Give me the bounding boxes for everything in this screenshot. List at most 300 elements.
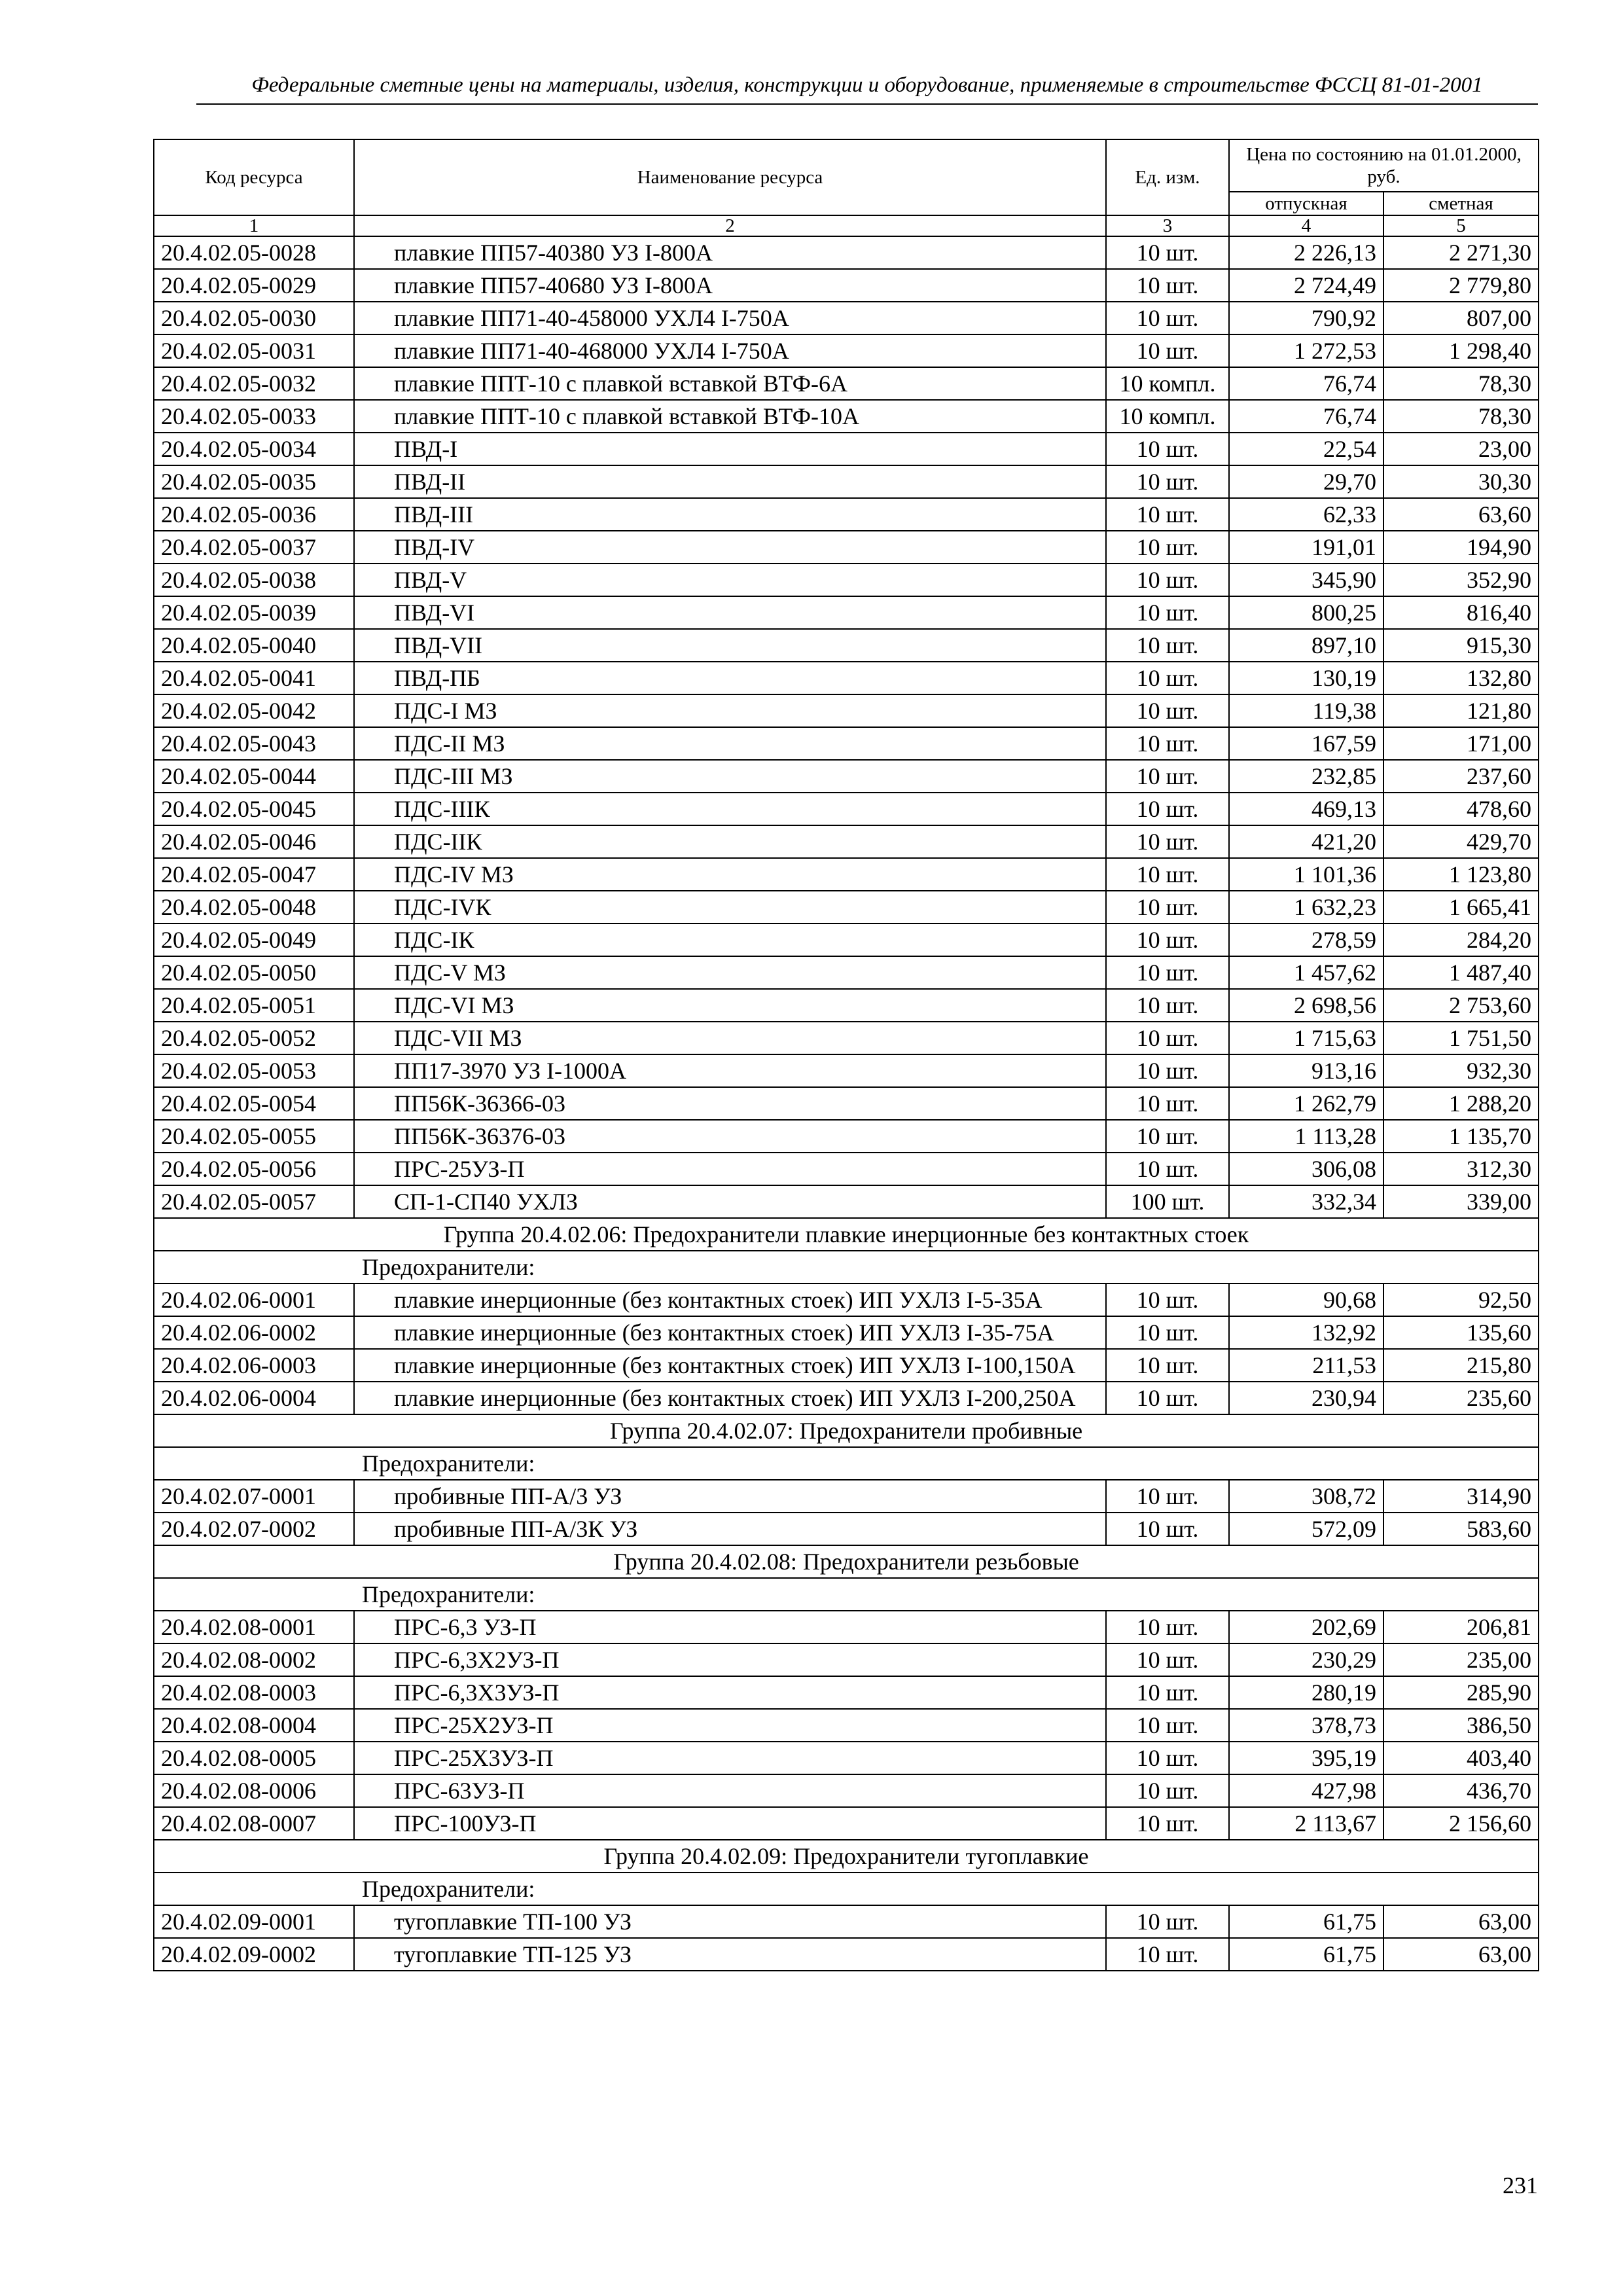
resource-name-cell: ПВД-I	[354, 433, 1106, 465]
resource-code-cell: 20.4.02.05-0050	[154, 956, 354, 989]
table-row	[154, 367, 1539, 400]
table-row	[154, 760, 1539, 793]
estimate-price-cell: 339,00	[1383, 1185, 1539, 1218]
unit-cell: 10 шт.	[1106, 465, 1229, 498]
unit-cell: 10 шт.	[1106, 924, 1229, 956]
resource-code-cell: 20.4.02.05-0053	[154, 1054, 354, 1087]
release-price-cell: 211,53	[1229, 1349, 1383, 1382]
table-row	[154, 1643, 1539, 1676]
unit-cell: 10 шт.	[1106, 1316, 1229, 1349]
unit-cell: 10 шт.	[1106, 1938, 1229, 1971]
table-row	[154, 1611, 1539, 1643]
unit-cell: 10 шт.	[1106, 956, 1229, 989]
table-body	[154, 236, 1539, 1971]
release-price-cell: 345,90	[1229, 564, 1383, 596]
resource-code-cell: 20.4.02.05-0051	[154, 989, 354, 1022]
table-row	[154, 662, 1539, 694]
estimate-price-cell: 78,30	[1383, 367, 1539, 400]
release-price-cell: 22,54	[1229, 433, 1383, 465]
resource-code-cell: 20.4.02.05-0035	[154, 465, 354, 498]
resource-code-cell: 20.4.02.08-0002	[154, 1643, 354, 1676]
group-heading-row	[154, 1218, 1539, 1251]
resource-code-cell: 20.4.02.05-0047	[154, 858, 354, 891]
estimate-price-cell: 429,70	[1383, 825, 1539, 858]
estimate-price-cell: 1 751,50	[1383, 1022, 1539, 1054]
unit-cell: 10 шт.	[1106, 334, 1229, 367]
table-row	[154, 596, 1539, 629]
estimate-price-cell: 1 288,20	[1383, 1087, 1539, 1120]
resource-code-cell: 20.4.02.08-0004	[154, 1709, 354, 1742]
estimate-price-cell: 132,80	[1383, 662, 1539, 694]
table-row	[154, 858, 1539, 891]
release-price-cell: 76,74	[1229, 367, 1383, 400]
table-row	[154, 302, 1539, 334]
release-price-cell: 278,59	[1229, 924, 1383, 956]
group-heading-row	[154, 1545, 1539, 1578]
resource-name-cell: ПВД-II	[354, 465, 1106, 498]
release-price-cell: 61,75	[1229, 1938, 1383, 1971]
resource-name-cell: ПДС-IIIК	[354, 793, 1106, 825]
table-row	[154, 1283, 1539, 1316]
resource-name-cell: ПВД-IV	[354, 531, 1106, 564]
release-price-cell: 306,08	[1229, 1153, 1383, 1185]
resource-name-cell: ПРС-25УЗ-П	[354, 1153, 1106, 1185]
table-row	[154, 1054, 1539, 1087]
release-price-cell: 1 457,62	[1229, 956, 1383, 989]
resource-code-cell: 20.4.02.05-0037	[154, 531, 354, 564]
release-price-cell: 29,70	[1229, 465, 1383, 498]
col-header-unit: Ед. изм.	[1106, 139, 1229, 215]
estimate-price-cell: 206,81	[1383, 1611, 1539, 1643]
table-row	[154, 1709, 1539, 1742]
table-row	[154, 1676, 1539, 1709]
group-heading: Группа 20.4.02.09: Предохранители тугоплавкие	[154, 1840, 1539, 1873]
estimate-price-cell: 1 298,40	[1383, 334, 1539, 367]
unit-cell: 10 шт.	[1106, 858, 1229, 891]
release-price-cell: 202,69	[1229, 1611, 1383, 1643]
col-header-estimate: сметная	[1383, 192, 1539, 215]
estimate-price-cell: 312,30	[1383, 1153, 1539, 1185]
release-price-cell: 230,29	[1229, 1643, 1383, 1676]
resource-name-cell: плавкие ППТ-10 с плавкой вставкой ВТФ-10А	[354, 400, 1106, 433]
unit-cell: 10 шт.	[1106, 1153, 1229, 1185]
group-heading-row	[154, 1840, 1539, 1873]
table-row	[154, 1905, 1539, 1938]
resource-code-cell: 20.4.02.05-0054	[154, 1087, 354, 1120]
resource-code-cell: 20.4.02.05-0044	[154, 760, 354, 793]
table-row	[154, 793, 1539, 825]
col-number: 3	[1106, 215, 1229, 236]
subheader-row	[154, 1873, 1539, 1905]
release-price-cell: 76,74	[1229, 400, 1383, 433]
col-number: 4	[1229, 215, 1383, 236]
release-price-cell: 572,09	[1229, 1513, 1383, 1545]
resource-code-cell: 20.4.02.05-0039	[154, 596, 354, 629]
release-price-cell: 1 632,23	[1229, 891, 1383, 924]
table-row	[154, 1807, 1539, 1840]
resource-code-cell: 20.4.02.05-0045	[154, 793, 354, 825]
estimate-price-cell: 171,00	[1383, 727, 1539, 760]
release-price-cell: 1 101,36	[1229, 858, 1383, 891]
estimate-price-cell: 807,00	[1383, 302, 1539, 334]
subheader-label: Предохранители:	[354, 1873, 1539, 1905]
resource-code-cell: 20.4.02.05-0057	[154, 1185, 354, 1218]
empty-cell	[154, 1873, 354, 1905]
estimate-price-cell: 2 156,60	[1383, 1807, 1539, 1840]
unit-cell: 100 шт.	[1106, 1185, 1229, 1218]
resource-name-cell: пробивные ПП-А/3 УЗ	[354, 1480, 1106, 1513]
resource-name-cell: ПВД-VII	[354, 629, 1106, 662]
unit-cell: 10 шт.	[1106, 1905, 1229, 1938]
table-row	[154, 1938, 1539, 1971]
resource-name-cell: СП-1-СП40 УХЛЗ	[354, 1185, 1106, 1218]
estimate-price-cell: 63,00	[1383, 1938, 1539, 1971]
estimate-price-cell: 478,60	[1383, 793, 1539, 825]
resource-code-cell: 20.4.02.08-0007	[154, 1807, 354, 1840]
resource-code-cell: 20.4.02.05-0056	[154, 1153, 354, 1185]
col-header-code: Код ресурса	[154, 139, 354, 215]
unit-cell: 10 шт.	[1106, 1480, 1229, 1513]
release-price-cell: 90,68	[1229, 1283, 1383, 1316]
table-row	[154, 400, 1539, 433]
estimate-price-cell: 194,90	[1383, 531, 1539, 564]
table-row	[154, 1349, 1539, 1382]
resource-code-cell: 20.4.02.05-0036	[154, 498, 354, 531]
resource-name-cell: плавкие ПП57-40380 УЗ I-800А	[354, 236, 1106, 269]
unit-cell: 10 шт.	[1106, 662, 1229, 694]
resource-code-cell: 20.4.02.09-0001	[154, 1905, 354, 1938]
table-row	[154, 1774, 1539, 1807]
empty-cell	[154, 1578, 354, 1611]
subheader-row	[154, 1447, 1539, 1480]
unit-cell: 10 шт.	[1106, 1807, 1229, 1840]
estimate-price-cell: 63,60	[1383, 498, 1539, 531]
table-row	[154, 1513, 1539, 1545]
resource-name-cell: плавкие ПП71-40-458000 УХЛ4 I-750А	[354, 302, 1106, 334]
resource-code-cell: 20.4.02.05-0033	[154, 400, 354, 433]
release-price-cell: 332,34	[1229, 1185, 1383, 1218]
resource-name-cell: плавкие инерционные (без контактных стоек) ИП УХЛЗ I-200,250А	[354, 1382, 1106, 1414]
release-price-cell: 897,10	[1229, 629, 1383, 662]
unit-cell: 10 шт.	[1106, 1283, 1229, 1316]
table-row	[154, 531, 1539, 564]
estimate-price-cell: 284,20	[1383, 924, 1539, 956]
resource-code-cell: 20.4.02.05-0034	[154, 433, 354, 465]
unit-cell: 10 шт.	[1106, 1611, 1229, 1643]
empty-cell	[154, 1447, 354, 1480]
release-price-cell: 308,72	[1229, 1480, 1383, 1513]
table-row	[154, 1022, 1539, 1054]
resource-name-cell: ПДС-IК	[354, 924, 1106, 956]
resource-name-cell: ПРС-6,3 УЗ-П	[354, 1611, 1106, 1643]
resource-code-cell: 20.4.02.08-0005	[154, 1742, 354, 1774]
table-row	[154, 564, 1539, 596]
estimate-price-cell: 2 779,80	[1383, 269, 1539, 302]
estimate-price-cell: 386,50	[1383, 1709, 1539, 1742]
estimate-price-cell: 235,60	[1383, 1382, 1539, 1414]
resource-code-cell: 20.4.02.05-0038	[154, 564, 354, 596]
resource-code-cell: 20.4.02.08-0006	[154, 1774, 354, 1807]
group-heading-row	[154, 1414, 1539, 1447]
subheader-row	[154, 1251, 1539, 1283]
release-price-cell: 280,19	[1229, 1676, 1383, 1709]
col-number: 2	[354, 215, 1106, 236]
group-heading: Группа 20.4.02.07: Предохранители пробивные	[154, 1414, 1539, 1447]
release-price-cell: 230,94	[1229, 1382, 1383, 1414]
release-price-cell: 2 724,49	[1229, 269, 1383, 302]
resource-name-cell: ПДС-IVК	[354, 891, 1106, 924]
resource-name-cell: ПДС-VI МЗ	[354, 989, 1106, 1022]
resource-name-cell: плавкие инерционные (без контактных стоек) ИП УХЛЗ I-5-35А	[354, 1283, 1106, 1316]
col-header-price-group: Цена по состоянию на 01.01.2000, руб.	[1229, 139, 1539, 192]
resource-code-cell: 20.4.02.08-0001	[154, 1611, 354, 1643]
release-price-cell: 469,13	[1229, 793, 1383, 825]
release-price-cell: 130,19	[1229, 662, 1383, 694]
release-price-cell: 1 272,53	[1229, 334, 1383, 367]
resource-name-cell: пробивные ПП-А/3К УЗ	[354, 1513, 1106, 1545]
resource-code-cell: 20.4.02.07-0002	[154, 1513, 354, 1545]
resource-name-cell: ПРС-6,3Х2УЗ-П	[354, 1643, 1106, 1676]
estimate-price-cell: 30,30	[1383, 465, 1539, 498]
resource-code-cell: 20.4.02.05-0041	[154, 662, 354, 694]
table-row	[154, 1185, 1539, 1218]
table-row	[154, 924, 1539, 956]
unit-cell: 10 компл.	[1106, 400, 1229, 433]
resource-code-cell: 20.4.02.05-0029	[154, 269, 354, 302]
unit-cell: 10 шт.	[1106, 1513, 1229, 1545]
release-price-cell: 191,01	[1229, 531, 1383, 564]
resource-code-cell: 20.4.02.06-0003	[154, 1349, 354, 1382]
unit-cell: 10 шт.	[1106, 694, 1229, 727]
page-number: 231	[1503, 2172, 1538, 2198]
unit-cell: 10 шт.	[1106, 1382, 1229, 1414]
release-price-cell: 421,20	[1229, 825, 1383, 858]
unit-cell: 10 шт.	[1106, 793, 1229, 825]
unit-cell: 10 шт.	[1106, 1054, 1229, 1087]
estimate-price-cell: 915,30	[1383, 629, 1539, 662]
estimate-price-cell: 235,00	[1383, 1643, 1539, 1676]
resource-name-cell: ПДС-IIК	[354, 825, 1106, 858]
resource-code-cell: 20.4.02.05-0032	[154, 367, 354, 400]
unit-cell: 10 шт.	[1106, 1087, 1229, 1120]
resource-code-cell: 20.4.02.06-0002	[154, 1316, 354, 1349]
resource-name-cell: ПРС-6,3Х3УЗ-П	[354, 1676, 1106, 1709]
estimate-price-cell: 1 123,80	[1383, 858, 1539, 891]
release-price-cell: 1 113,28	[1229, 1120, 1383, 1153]
unit-cell: 10 шт.	[1106, 891, 1229, 924]
table-row	[154, 1742, 1539, 1774]
estimate-price-cell: 215,80	[1383, 1349, 1539, 1382]
release-price-cell: 1 262,79	[1229, 1087, 1383, 1120]
resource-code-cell: 20.4.02.06-0001	[154, 1283, 354, 1316]
release-price-cell: 61,75	[1229, 1905, 1383, 1938]
group-heading: Группа 20.4.02.06: Предохранители плавкие инерционные без контактных стоек	[154, 1218, 1539, 1251]
table-row	[154, 1382, 1539, 1414]
release-price-cell: 2 113,67	[1229, 1807, 1383, 1840]
table-row	[154, 727, 1539, 760]
estimate-price-cell: 135,60	[1383, 1316, 1539, 1349]
release-price-cell: 913,16	[1229, 1054, 1383, 1087]
estimate-price-cell: 2 271,30	[1383, 236, 1539, 269]
resource-name-cell: ПВД-VI	[354, 596, 1106, 629]
resource-code-cell: 20.4.02.05-0055	[154, 1120, 354, 1153]
resource-code-cell: 20.4.02.05-0042	[154, 694, 354, 727]
header-rule	[196, 103, 1538, 105]
resource-name-cell: плавкие ПП71-40-468000 УХЛ4 I-750А	[354, 334, 1106, 367]
resource-name-cell: ПДС-III МЗ	[354, 760, 1106, 793]
estimate-price-cell: 1 487,40	[1383, 956, 1539, 989]
table-row	[154, 498, 1539, 531]
table-row	[154, 269, 1539, 302]
estimate-price-cell: 23,00	[1383, 433, 1539, 465]
estimate-price-cell: 403,40	[1383, 1742, 1539, 1774]
release-price-cell: 2 226,13	[1229, 236, 1383, 269]
resource-name-cell: ПВД-V	[354, 564, 1106, 596]
release-price-cell: 800,25	[1229, 596, 1383, 629]
resource-code-cell: 20.4.02.05-0028	[154, 236, 354, 269]
release-price-cell: 427,98	[1229, 1774, 1383, 1807]
col-number: 1	[154, 215, 354, 236]
table-row	[154, 989, 1539, 1022]
table-row	[154, 1120, 1539, 1153]
empty-cell	[154, 1251, 354, 1283]
unit-cell: 10 шт.	[1106, 498, 1229, 531]
unit-cell: 10 шт.	[1106, 1742, 1229, 1774]
estimate-price-cell: 816,40	[1383, 596, 1539, 629]
subheader-label: Предохранители:	[354, 1447, 1539, 1480]
resource-name-cell: ПВД-ПБ	[354, 662, 1106, 694]
unit-cell: 10 шт.	[1106, 302, 1229, 334]
unit-cell: 10 шт.	[1106, 825, 1229, 858]
resource-name-cell: ПДС-II МЗ	[354, 727, 1106, 760]
resource-code-cell: 20.4.02.05-0040	[154, 629, 354, 662]
estimate-price-cell: 237,60	[1383, 760, 1539, 793]
unit-cell: 10 шт.	[1106, 564, 1229, 596]
unit-cell: 10 шт.	[1106, 760, 1229, 793]
release-price-cell: 62,33	[1229, 498, 1383, 531]
estimate-price-cell: 92,50	[1383, 1283, 1539, 1316]
group-heading: Группа 20.4.02.08: Предохранители резьбовые	[154, 1545, 1539, 1578]
release-price-cell: 132,92	[1229, 1316, 1383, 1349]
table-row	[154, 1316, 1539, 1349]
unit-cell: 10 шт.	[1106, 629, 1229, 662]
estimate-price-cell: 436,70	[1383, 1774, 1539, 1807]
unit-cell: 10 шт.	[1106, 269, 1229, 302]
price-table	[153, 139, 1539, 1971]
estimate-price-cell: 1 665,41	[1383, 891, 1539, 924]
table-row	[154, 236, 1539, 269]
table-row	[154, 891, 1539, 924]
resource-code-cell: 20.4.02.05-0031	[154, 334, 354, 367]
table-row	[154, 956, 1539, 989]
table-row	[154, 465, 1539, 498]
unit-cell: 10 шт.	[1106, 1676, 1229, 1709]
resource-name-cell: ПДС-IV МЗ	[354, 858, 1106, 891]
estimate-price-cell: 932,30	[1383, 1054, 1539, 1087]
resource-code-cell: 20.4.02.08-0003	[154, 1676, 354, 1709]
unit-cell: 10 шт.	[1106, 1349, 1229, 1382]
estimate-price-cell: 121,80	[1383, 694, 1539, 727]
resource-code-cell: 20.4.02.05-0046	[154, 825, 354, 858]
resource-name-cell: ПДС-V МЗ	[354, 956, 1106, 989]
unit-cell: 10 шт.	[1106, 236, 1229, 269]
unit-cell: 10 шт.	[1106, 433, 1229, 465]
resource-code-cell: 20.4.02.05-0049	[154, 924, 354, 956]
unit-cell: 10 шт.	[1106, 989, 1229, 1022]
subheader-row	[154, 1578, 1539, 1611]
table-row	[154, 1480, 1539, 1513]
unit-cell: 10 шт.	[1106, 1022, 1229, 1054]
resource-name-cell: плавкие ПП57-40680 УЗ I-800А	[354, 269, 1106, 302]
table-row	[154, 629, 1539, 662]
col-header-release: отпускная	[1229, 192, 1383, 215]
table-row	[154, 334, 1539, 367]
subheader-label: Предохранители:	[354, 1251, 1539, 1283]
estimate-price-cell: 583,60	[1383, 1513, 1539, 1545]
unit-cell: 10 шт.	[1106, 1774, 1229, 1807]
resource-code-cell: 20.4.02.05-0048	[154, 891, 354, 924]
unit-cell: 10 шт.	[1106, 596, 1229, 629]
estimate-price-cell: 314,90	[1383, 1480, 1539, 1513]
release-price-cell: 790,92	[1229, 302, 1383, 334]
resource-name-cell: ПВД-III	[354, 498, 1106, 531]
table-row	[154, 825, 1539, 858]
estimate-price-cell: 63,00	[1383, 1905, 1539, 1938]
resource-name-cell: ПДС-VII МЗ	[354, 1022, 1106, 1054]
unit-cell: 10 компл.	[1106, 367, 1229, 400]
running-header: Федеральные сметные цены на материалы, изделия, конструкции и оборудование, применяемые в строительстве ФССЦ 81-01-2001	[251, 73, 1483, 97]
unit-cell: 10 шт.	[1106, 727, 1229, 760]
table-row	[154, 1087, 1539, 1120]
release-price-cell: 119,38	[1229, 694, 1383, 727]
table-row	[154, 694, 1539, 727]
resource-code-cell: 20.4.02.05-0052	[154, 1022, 354, 1054]
resource-code-cell: 20.4.02.07-0001	[154, 1480, 354, 1513]
resource-name-cell: тугоплавкие ТП-100 УЗ	[354, 1905, 1106, 1938]
release-price-cell: 395,19	[1229, 1742, 1383, 1774]
unit-cell: 10 шт.	[1106, 1709, 1229, 1742]
column-number-row	[154, 215, 1539, 236]
table-row	[154, 433, 1539, 465]
resource-name-cell: ПП56К-36376-03	[354, 1120, 1106, 1153]
resource-name-cell: плавкие инерционные (без контактных стоек) ИП УХЛЗ I-100,150А	[354, 1349, 1106, 1382]
col-header-name: Наименование ресурса	[354, 139, 1106, 215]
resource-name-cell: ПДС-I МЗ	[354, 694, 1106, 727]
resource-code-cell: 20.4.02.05-0030	[154, 302, 354, 334]
col-number: 5	[1383, 215, 1539, 236]
table-row	[154, 1153, 1539, 1185]
resource-name-cell: плавкие ППТ-10 с плавкой вставкой ВТФ-6А	[354, 367, 1106, 400]
resource-name-cell: ПРС-25Х2УЗ-П	[354, 1709, 1106, 1742]
release-price-cell: 1 715,63	[1229, 1022, 1383, 1054]
resource-code-cell: 20.4.02.06-0004	[154, 1382, 354, 1414]
unit-cell: 10 шт.	[1106, 531, 1229, 564]
estimate-price-cell: 1 135,70	[1383, 1120, 1539, 1153]
release-price-cell: 2 698,56	[1229, 989, 1383, 1022]
release-price-cell: 167,59	[1229, 727, 1383, 760]
resource-code-cell: 20.4.02.05-0043	[154, 727, 354, 760]
table-header-row	[154, 139, 1539, 192]
resource-name-cell: ПРС-63УЗ-П	[354, 1774, 1106, 1807]
resource-name-cell: ПРС-25Х3УЗ-П	[354, 1742, 1106, 1774]
resource-name-cell: ПРС-100УЗ-П	[354, 1807, 1106, 1840]
unit-cell: 10 шт.	[1106, 1643, 1229, 1676]
resource-name-cell: ПП17-3970 УЗ I-1000А	[354, 1054, 1106, 1087]
estimate-price-cell: 285,90	[1383, 1676, 1539, 1709]
estimate-price-cell: 78,30	[1383, 400, 1539, 433]
resource-name-cell: ПП56К-36366-03	[354, 1087, 1106, 1120]
release-price-cell: 232,85	[1229, 760, 1383, 793]
